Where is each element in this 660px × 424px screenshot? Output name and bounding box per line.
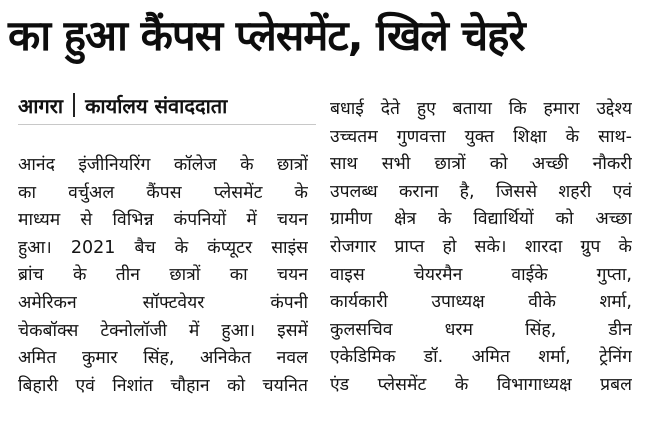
article-line: आनंद इंजीनियरिंग कॉलेज के छात्रों [18,155,308,175]
article-column-left [18,152,308,400]
article-line: वाइस चेयरमैन वाईके गुप्ता, [330,264,632,285]
article-line: साथ सभी छात्रों को अच्छी नौकरी [330,154,632,175]
article-line: उच्चतम गुणवत्ता युक्त शिक्षा के साथ- [330,126,632,147]
article-line: चेकबॉक्स टेक्नोलॉजी में हुआ। इसमें [18,320,308,341]
article-line: माध्यम से विभिन्न कंपनियों में चयन [18,210,308,231]
article-line: बधाई देते हुए बताया कि हमारा उद्देश्य [330,99,632,119]
article-column-right [330,96,632,400]
article-line: हुआ। 2021 बैच के कंप्यूटर साइंस [18,237,308,258]
byline-separator [73,93,75,117]
headline: का हुआ कैंपस प्लेसमेंट, खिले चेहरे [8,11,525,60]
byline [18,90,227,120]
article-line: एंड प्लेसमेंट के विभागाध्यक्ष प्रबल [330,374,632,395]
article-line: एकेडिमिक डॉ. अमित शर्मा, ट्रेनिंग [330,347,632,368]
article-line: कार्यकारी उपाध्यक्ष वीके शर्मा, [330,292,632,313]
article-line: उपलब्ध कराना है, जिससे शहरी एवं [330,181,632,202]
byline-reporter: कार्यालय संवाददाता [85,93,228,118]
article-line: ब्रांच के तीन छात्रों का चयन [18,265,308,286]
article-line: अमित कुमार सिंह, अनिकेत नवल [18,348,308,369]
article-line: बिहारी एवं निशांत चौहान को चयनित [18,375,308,396]
article-line: ग्रामीण क्षेत्र के विद्यार्थियों को अच्छा [330,209,632,230]
article-line: का वर्चुअल कैंपस प्लेसमेंट के [18,182,308,203]
article-line: रोजगार प्राप्त हो सके। शारदा ग्रुप के [330,236,632,257]
byline-divider [18,124,316,125]
byline-city: आगरा [18,93,64,118]
article-line: कुलसचिव धरम सिंह, डीन [330,319,632,340]
article-line: अमेरिकन सॉफ्टवेयर कंपनी [18,292,308,313]
